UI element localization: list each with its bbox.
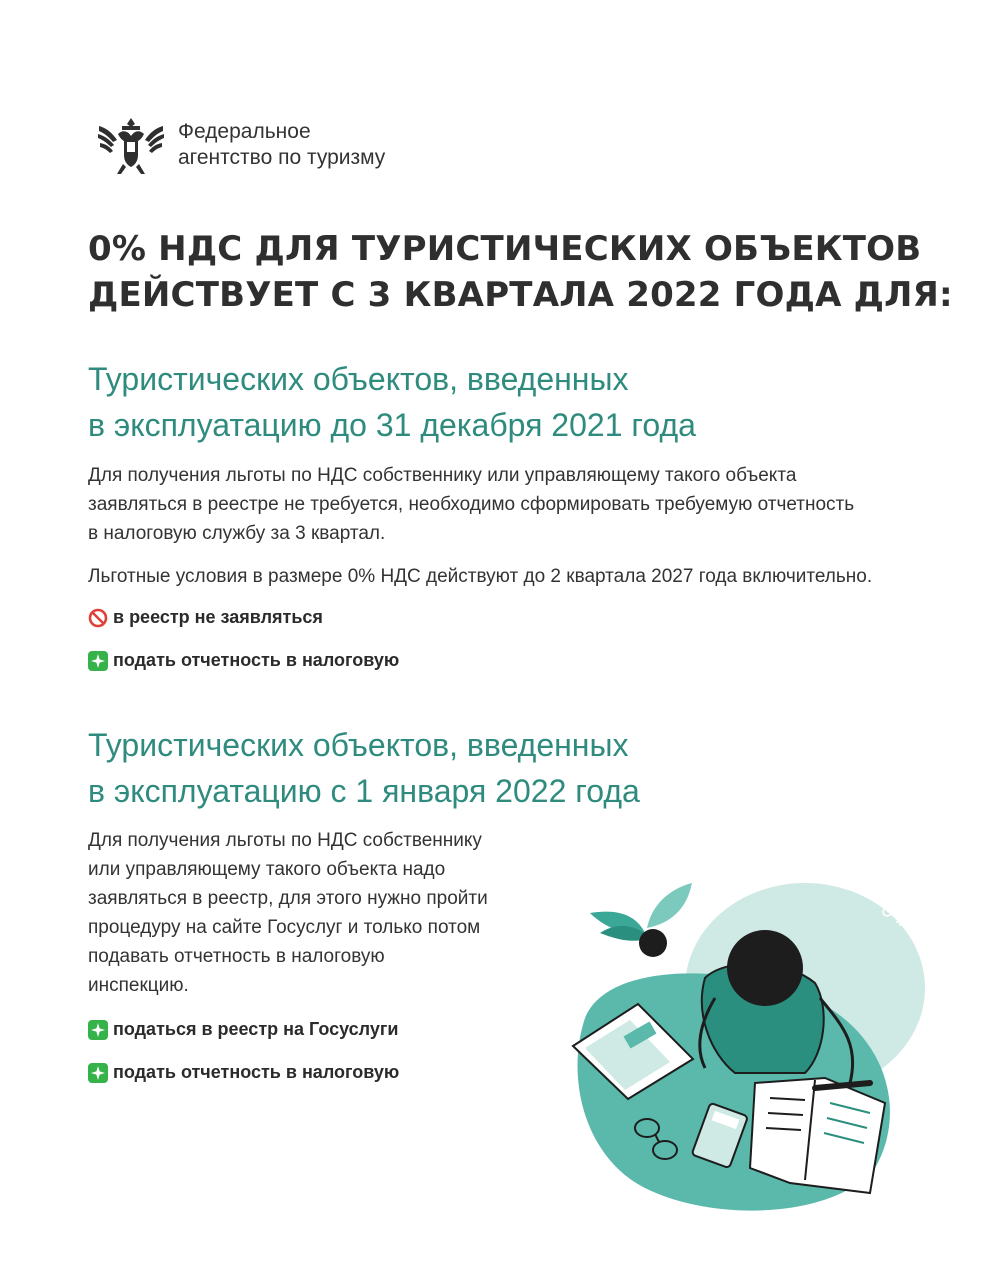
sparkle-check-icon xyxy=(88,651,108,671)
agency-name-line1: Федеральное xyxy=(178,120,311,143)
section1-item-no-registry xyxy=(88,607,323,628)
section2-item-submit-report xyxy=(88,1062,399,1083)
section2-paragraph xyxy=(88,826,488,1000)
section2-title-line2: в эксплуатацию с 1 января 2022 года xyxy=(88,773,640,809)
agency-name-line2: агентство по туризму xyxy=(178,146,386,169)
section2-item-registry xyxy=(88,1019,398,1040)
section1-item-submit-report xyxy=(88,650,399,671)
section2-title-line1: Туристических объектов, введенных xyxy=(88,727,629,763)
section1-item-no-registry-label: в реестр не заявляться xyxy=(113,607,323,627)
section2-paragraph-line: процедуру на сайте Госуслуг и только потом xyxy=(88,917,481,938)
section2-paragraph-line: подавать отчетность в налоговую xyxy=(88,946,385,967)
page-headline xyxy=(88,226,968,318)
section2-paragraph-line: Для получения льготы по НДС собственнику xyxy=(88,830,482,851)
notebook-icon xyxy=(750,1078,885,1193)
section1-paragraph-line2: заявляться в реестре не требуется, необходимо сформировать требуемую отчетность xyxy=(88,494,855,515)
section1-title-line1: Туристических объектов, введенных xyxy=(88,361,629,397)
double-headed-eagle-icon xyxy=(96,112,166,178)
section1-item-submit-report-label: подать отчетность в налоговую xyxy=(113,650,400,670)
section1-note: Льготные условия в размере 0% НДС действуют до 2 квартала 2027 года включительно. xyxy=(88,566,873,587)
section2-paragraph-line: заявляться в реестр, для этого нужно пройти xyxy=(88,888,488,909)
section2-item-submit-report-label: подать отчетность в налоговую xyxy=(113,1062,400,1082)
section2-paragraph-line: или управляющему такого объекта надо xyxy=(88,859,446,880)
agency-logo xyxy=(96,112,385,178)
sparkle-check-icon xyxy=(88,1020,108,1040)
person-working-illustration xyxy=(565,878,925,1218)
section1-paragraph xyxy=(88,461,854,548)
headline-line1: 0% НДС ДЛЯ ТУРИСТИЧЕСКИХ ОБЪЕКТОВ xyxy=(88,229,922,269)
plant-icon xyxy=(590,883,692,957)
agency-name xyxy=(178,119,385,171)
section1-paragraph-line1: Для получения льготы по НДС собственнику или управляющему такого объекта xyxy=(88,465,797,486)
section2-title xyxy=(88,722,640,814)
section2-paragraph-line: инспекцию. xyxy=(88,975,189,996)
section1-title xyxy=(88,356,696,448)
section1-paragraph-line3: в налоговую службу за 3 квартал. xyxy=(88,523,386,544)
prohibited-icon xyxy=(88,608,108,628)
sparkle-check-icon xyxy=(88,1063,108,1083)
section2-item-registry-label: податься в реестр на Госуслуги xyxy=(113,1019,399,1039)
person-head xyxy=(727,930,803,1006)
section1-title-line2: в эксплуатацию до 31 декабря 2021 года xyxy=(88,407,696,443)
headline-line2: ДЕЙСТВУЕТ С 3 КВАРТАЛА 2022 ГОДА ДЛЯ: xyxy=(88,275,953,315)
